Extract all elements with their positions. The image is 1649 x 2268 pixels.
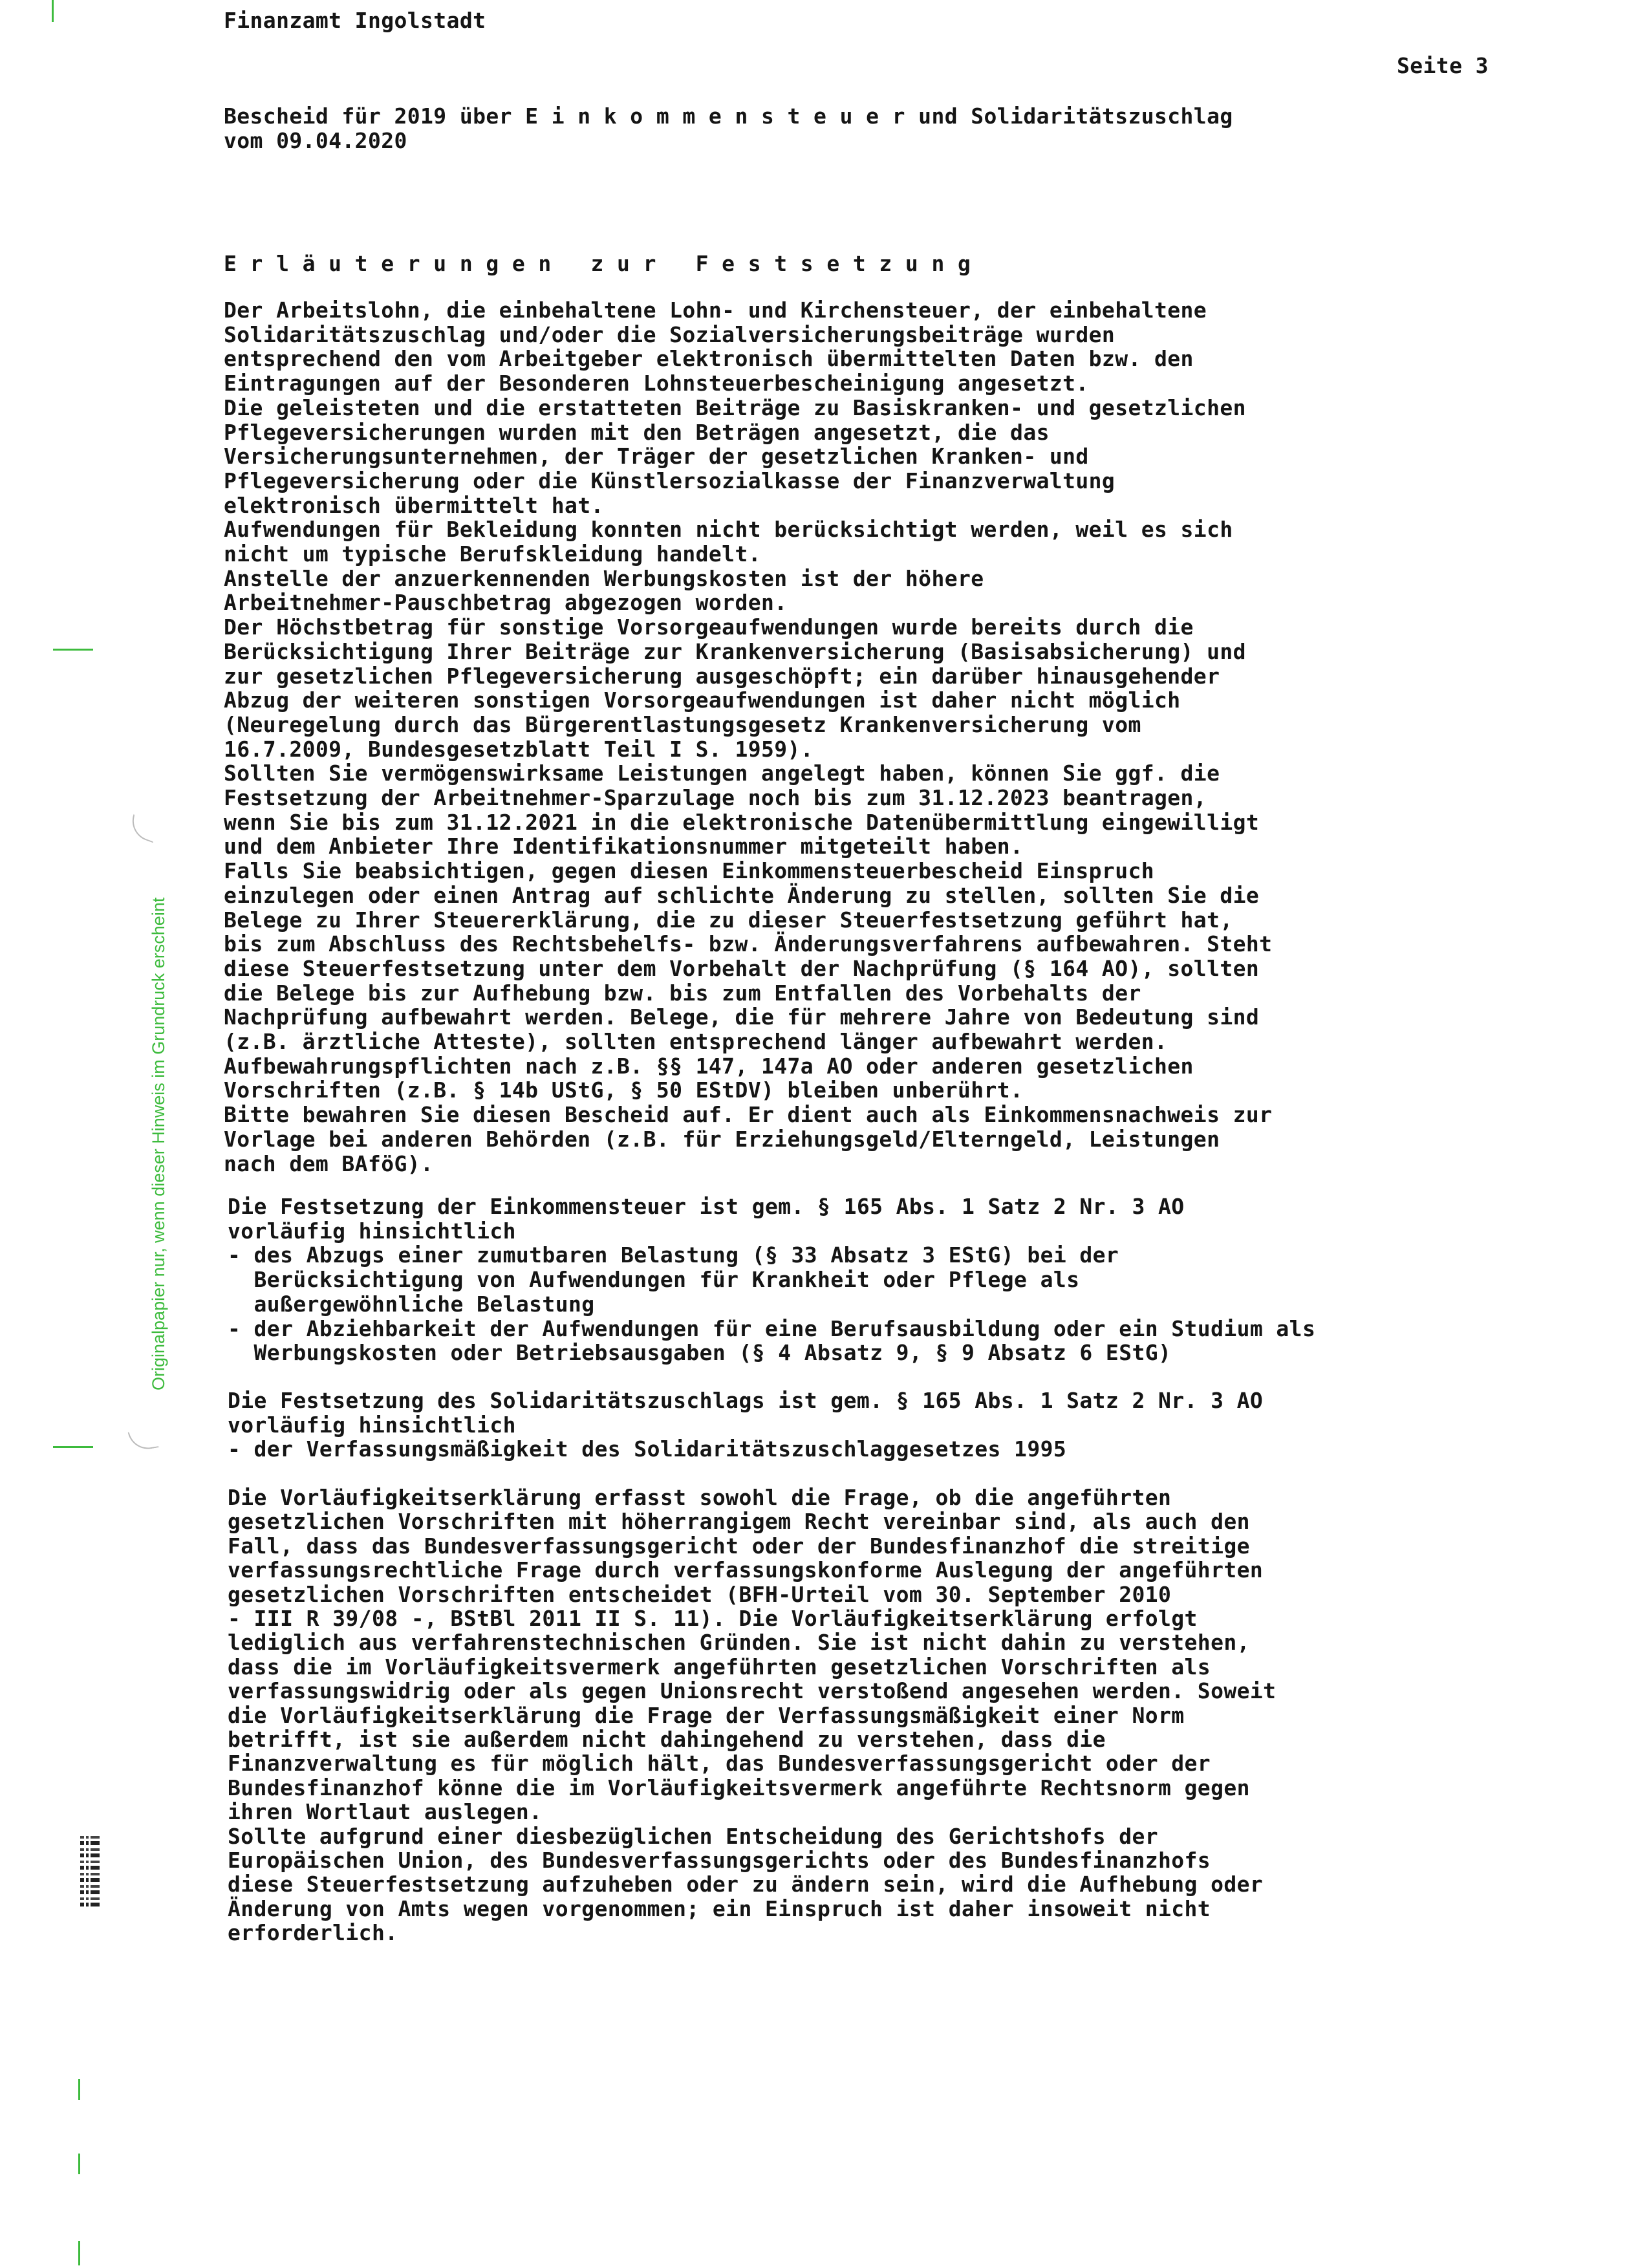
text-line: Eintragungen auf der Besonderen Lohnsteuerbescheinigung angesetzt. [224,371,1089,396]
text-line: Bitte bewahren Sie diesen Bescheid auf. Er dient auch als Einkommensnachweis zur [224,1102,1273,1128]
text-line: Berücksichtigung von Aufwendungen für Krankheit oder Pflege als [228,1267,1080,1293]
text-line: Bundesfinanzhof könne die im Vorläufigkeitsvermerk angeführte Rechtsnorm gegen [228,1775,1250,1800]
text-line: verfassungswidrig oder als gegen Unionsrecht verstoßend angesehen werden. Soweit [228,1678,1277,1704]
title-line: Bescheid für 2019 über E i n k o m m e n s t e u e r und Solidaritätszuschlag [224,103,1233,129]
text-line: lediglich aus verfahrenstechnischen Gründen. Sie ist nicht dahin zu verstehen, [228,1630,1250,1656]
text-line: Anstelle der anzuerkennenden Werbungskosten ist der höhere [224,565,984,591]
text-line: ihren Wortlaut auslegen. [228,1799,543,1825]
page-number: Seite 3 [1397,53,1489,78]
text-line: Der Höchstbetrag für sonstige Vorsorgeaufwendungen wurde bereits durch die [224,614,1194,640]
text-line: Die geleisteten und die erstatteten Beiträge zu Basiskranken- und gesetzlichen [224,394,1246,420]
text-line: Nachprüfung aufbewahrt werden. Belege, die für mehrere Jahre von Bedeutung sind [224,1004,1260,1030]
text-line: Vorschriften (z.B. § 14b UStG, § 50 EStDV) bleiben unberührt. [224,1077,1024,1103]
explanations-block [224,297,1582,1177]
text-line: einzulegen oder einen Antrag auf schlichte Änderung zu stellen, sollten Sie die [224,882,1260,908]
text-line: vorläufig hinsichtlich [228,1412,516,1438]
text-line: Pflegeversicherungen wurden mit den Beträgen angesetzt, die das [224,419,1050,445]
text-line: Aufbewahrungspflichten nach z.B. §§ 147, 147a AO oder anderen gesetzlichen [224,1053,1194,1079]
text-line: Die Festsetzung der Einkommensteuer ist gem. § 165 Abs. 1 Satz 2 Nr. 3 AO [228,1194,1185,1219]
barcode-stamp [80,1835,100,1906]
text-line: Die Festsetzung des Solidaritätszuschlags ist gem. § 165 Abs. 1 Satz 2 Nr. 3 AO [228,1388,1264,1413]
text-line: Aufwendungen für Bekleidung konnten nicht berücksichtigt werden, weil es sich [224,517,1233,543]
text-line: - der Abziehbarkeit der Aufwendungen für eine Berufsausbildung oder ein Studium als [228,1315,1316,1341]
text-line: Werbungskosten oder Betriebsausgaben (§ 4 Absatz 9, § 9 Absatz 6 EStG) [228,1340,1172,1366]
text-line: die Vorläufigkeitserklärung die Frage der Verfassungsmäßigkeit einer Norm [228,1702,1185,1728]
text-line: gesetzlichen Vorschriften entscheidet (BFH-Urteil vom 30. September 2010 [228,1581,1172,1607]
text-line: wenn Sie bis zum 31.12.2021 in die elektronische Datenübermittlung eingewilligt [224,809,1260,835]
margin-mark [52,0,54,22]
provisional-income-tax-block [228,1194,1586,1368]
text-line: erforderlich. [228,1920,398,1946]
text-line: (z.B. ärztliche Atteste), sollten entsprechend länger aufbewahrt werden. [224,1029,1168,1054]
text-line: Berücksichtigung Ihrer Beiträge zur Krankenversicherung (Basisabsicherung) und [224,638,1246,664]
section-title: E r l ä u t e r u n g e n z u r F e s t s e t z u n g [224,251,971,276]
text-line: zur gesetzlichen Pflegeversicherung ausgeschöpft; ein darüber hinausgehender [224,663,1220,689]
text-line: diese Steuerfestsetzung unter dem Vorbehalt der Nachprüfung (§ 164 AO), sollten [224,955,1260,981]
text-line: Sollten Sie vermögenswirksame Leistungen angelegt haben, können Sie ggf. die [224,761,1220,786]
text-line: Fall, dass das Bundesverfassungsgericht oder der Bundesfinanzhof die streitige [228,1533,1250,1559]
text-line: entsprechend den vom Arbeitgeber elektronisch übermittelten Daten bzw. den [224,346,1194,372]
text-line: die Belege bis zur Aufhebung bzw. bis zum Entfallen des Vorbehalts der [224,980,1141,1006]
text-line: elektronisch übermittelt hat. [224,492,604,518]
text-line: diese Steuerfestsetzung aufzuheben oder zu ändern sein, wird die Aufhebung oder [228,1872,1264,1897]
margin-mark [78,2154,80,2174]
margin-mark [53,649,93,651]
text-line: bis zum Abschluss des Rechtsbehelfs- bzw. Änderungsverfahrens aufbewahren. Steht [224,931,1273,957]
text-line: Der Arbeitslohn, die einbehaltene Lohn- und Kirchensteuer, der einbehaltene [224,297,1207,323]
text-line: 16.7.2009, Bundesgesetzblatt Teil I S. 1959). [224,736,814,762]
text-line: Pflegeversicherung oder die Künstlersozialkasse der Finanzverwaltung [224,468,1116,493]
title-line: vom 09.04.2020 [224,128,407,153]
provisional-solidarity-block [228,1388,1586,1465]
text-line: betrifft, ist sie außerdem nicht dahingehend zu verstehen, dass die [228,1727,1106,1752]
text-line: Belege zu Ihrer Steuererklärung, die zu dieser Steuerfestsetzung geführt hat, [224,907,1233,933]
tax-office-name: Finanzamt Ingolstadt [224,8,486,33]
text-line: Abzug der weiteren sonstigen Vorsorgeaufwendungen ist daher nicht möglich [224,687,1181,713]
text-line: (Neuregelung durch das Bürgerentlastungsgesetz Krankenversicherung vom [224,711,1141,737]
text-line: Sollte aufgrund einer diesbezüglichen Entscheidung des Gerichtshofs der [228,1823,1159,1849]
margin-mark [78,2079,80,2100]
text-line: Arbeitnehmer-Pauschbetrag abgezogen worden. [224,590,788,616]
document-title [224,103,1517,155]
text-line: Finanzverwaltung es für möglich hält, das Bundesverfassungsgericht oder der [228,1751,1211,1777]
text-line: Solidaritätszuschlag und/oder die Sozialversicherungsbeiträge wurden [224,321,1116,347]
text-line: Die Vorläufigkeitserklärung erfasst sowohl die Frage, ob die angeführten [228,1485,1172,1510]
text-line: - des Abzugs einer zumutbaren Belastung (§ 33 Absatz 3 EStG) bei der [228,1242,1119,1268]
text-line: außergewöhnliche Belastung [228,1291,595,1317]
punch-mark [127,814,160,843]
provisional-declaration-block [228,1485,1586,1950]
text-line: vorläufig hinsichtlich [228,1218,516,1244]
original-paper-notice: Originalpapier nur, wenn dieser Hinweis im Grundruck erscheint [149,897,168,1390]
text-line: Vorlage bei anderen Behörden (z.B. für Erziehungsgeld/Elterngeld, Leistungen [224,1126,1220,1152]
text-line: nicht um typische Berufskleidung handelt. [224,541,761,567]
text-line: verfassungsrechtliche Frage durch verfassungskonforme Auslegung der angeführten [228,1557,1264,1583]
text-line: nach dem BAföG). [224,1150,434,1176]
punch-mark [128,1427,160,1452]
text-line: gesetzlichen Vorschriften mit höherrangigem Recht vereinbar sind, als auch den [228,1509,1250,1535]
margin-mark [53,1446,93,1448]
margin-mark [78,2241,80,2265]
text-line: - III R 39/08 -, BStBl 2011 II S. 11). Die Vorläufigkeitserklärung erfolgt [228,1606,1198,1631]
text-line: Versicherungsunternehmen, der Träger der gesetzlichen Kranken- und [224,444,1089,470]
text-line: Änderung von Amts wegen vorgenommen; ein Einspruch ist daher insoweit nicht [228,1895,1211,1921]
text-line: - der Verfassungsmäßigkeit des Solidaritätszuschlaggesetzes 1995 [228,1436,1067,1462]
text-line: Europäischen Union, des Bundesverfassungsgerichts oder des Bundesfinanzhofs [228,1848,1211,1873]
text-line: Festsetzung der Arbeitnehmer-Sparzulage noch bis zum 31.12.2023 beantragen, [224,785,1207,810]
text-line: und dem Anbieter Ihre Identifikationsnummer mitgeteilt haben. [224,834,1024,859]
text-line: dass die im Vorläufigkeitsvermerk angeführten gesetzlichen Vorschriften als [228,1654,1211,1679]
text-line: Falls Sie beabsichtigen, gegen diesen Einkommensteuerbescheid Einspruch [224,858,1155,884]
